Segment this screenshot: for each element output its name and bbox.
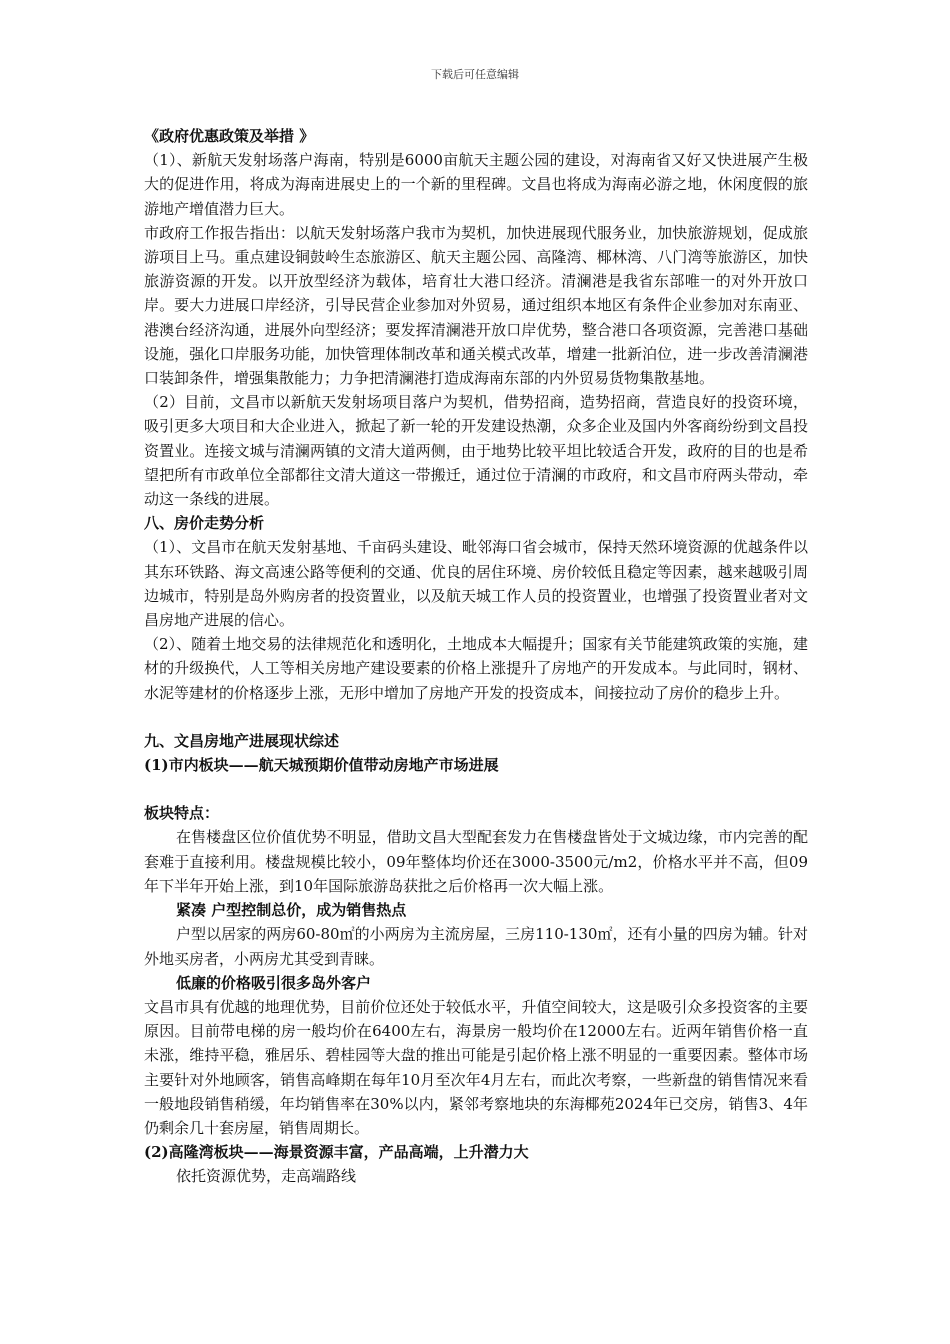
paragraph: （1）、文昌市在航天发射基地、千亩码头建设、毗邻海口省会城市，保持天然环境资源的优越条件以其东环铁路、海文高速公路等便利的交通、优良的居住环境、房价较低且稳定等因素，越来越吸引周边城市，特别是岛外购房者的投资置业，以及航天城工作人员的投资置业，也增强了投资置业者对文昌房地产进展的信心。 <box>144 538 808 630</box>
subheading-gaolong-bay: (2)高隆湾板块——海景资源丰富，产品高端，上升潜力大 <box>144 1143 529 1162</box>
subheading-city-block: (1)市内板块——航天城预期价值带动房地产市场进展 <box>144 756 499 775</box>
subheading-low-price: 低廉的价格吸引很多岛外客户 <box>176 973 372 992</box>
label-block-features: 板块特点： <box>144 804 220 823</box>
page-header: 下载后可任意编辑 <box>431 68 519 81</box>
subheading-compact-units: 紧凑 户型控制总价，成为销售热点 <box>176 901 407 920</box>
paragraph: 依托资源优势，走高端路线 <box>176 1167 357 1186</box>
document-body <box>144 124 808 1189</box>
spacer <box>144 705 808 729</box>
paragraph: （1）、新航天发射场落户海南，特别是6000亩航天主题公园的建设，对海南省又好又快进展产生极大的促进作用，将成为海南进展史上的一个新的里程碑。文昌也将成为海南必游之地，休闲度假的旅游地产增值潜力巨大。 <box>144 151 808 218</box>
paragraph: （2）、随着土地交易的法律规范化和透明化，土地成本大幅提升；国家有关节能建筑政策的实施，建材的升级换代，人工等相关房地产建设要素的价格上涨提升了房地产的开发成本。与此同时，钢材、水泥等建材的价格逐步上涨，无形中增加了房地产开发的投资成本，间接拉动了房价的稳步上升。 <box>144 635 808 702</box>
spacer <box>144 777 808 801</box>
paragraph: 文昌市具有优越的地理优势，目前价位还处于较低水平，升值空间较大，这是吸引众多投资客的主要原因。目前带电梯的房一般均价在6400左右，海景房一般均价在12000左右。近两年销售价格一直未涨，维持平稳，雅居乐、碧桂园等大盘的推出可能是引起价格上涨不明显的一重要因素。整体市场主要针对外地顾客，销售高峰期在每年10月至次年4月左右，而此次考察，一些新盘的销售情况来看一般地段销售稍缓，年均销售率在30%以内，紧邻考察地块的东海椰苑2024年已交房，销售3、4年仍剩余几十套房屋，销售周期长。 <box>144 997 808 1137</box>
heading-government-policy: 《政府优惠政策及举措 》 <box>144 127 315 145</box>
paragraph: （2）目前，文昌市以新航天发射场项目落户为契机，借势招商，造势招商，营造良好的投资环境，吸引更多大项目和大企业进入，掀起了新一轮的开发建设热潮，众多企业及国内外客商纷纷到文昌投资置业。连接文城与清澜两镇的文清大道两侧，由于地势比较平坦比较适合开发，政府的目的也是希望把所有市政单位全部都往文清大道这一带搬迁，通过位于清澜的市政府，和文昌市府两头带动，牵动这一条线的进展。 <box>144 393 808 509</box>
paragraph: 市政府工作报告指出：以航天发射场落户我市为契机，加快进展现代服务业，加快旅游规划，促成旅游项目上马。重点建设铜鼓岭生态旅游区、航天主题公园、高隆湾、椰林湾、八门湾等旅游区，加快旅游资源的开发。以开放型经济为载体，培育壮大港口经济。清澜港是我省东部唯一的对外开放口岸。要大力进展口岸经济，引导民营企业参加对外贸易，通过组织本地区有条件企业参加对东南亚、港澳台经济沟通，进展外向型经济；要发挥清澜港开放口岸优势，整合港口各项资源，完善港口基础设施，强化口岸服务功能，加快管理体制改革和通关模式改革，增建一批新泊位，进一步改善清澜港口装卸条件，增强集散能力；力争把清澜港打造成海南东部的内外贸易货物集散基地。 <box>144 223 808 388</box>
heading-market-overview: 九、文昌房地产进展现状综述 <box>144 731 340 750</box>
paragraph: 在售楼盘区位价值优势不明显，借助文昌大型配套发力在售楼盘皆处于文城边缘，市内完善的配套难于直接利用。楼盘规模比较小，09年整体均价还在3000-3500元/m2，价格水平并不高，但09年下半年开始上涨，到10年国际旅游岛获批之后价格再一次大幅上涨。 <box>144 828 808 895</box>
heading-price-trend: 八、房价走势分析 <box>144 514 265 533</box>
paragraph: 户型以居家的两房60-80㎡的小两房为主流房屋，三房110-130㎡，还有小量的四房为辅。针对外地买房者，小两房尤其受到青睐。 <box>144 925 808 968</box>
